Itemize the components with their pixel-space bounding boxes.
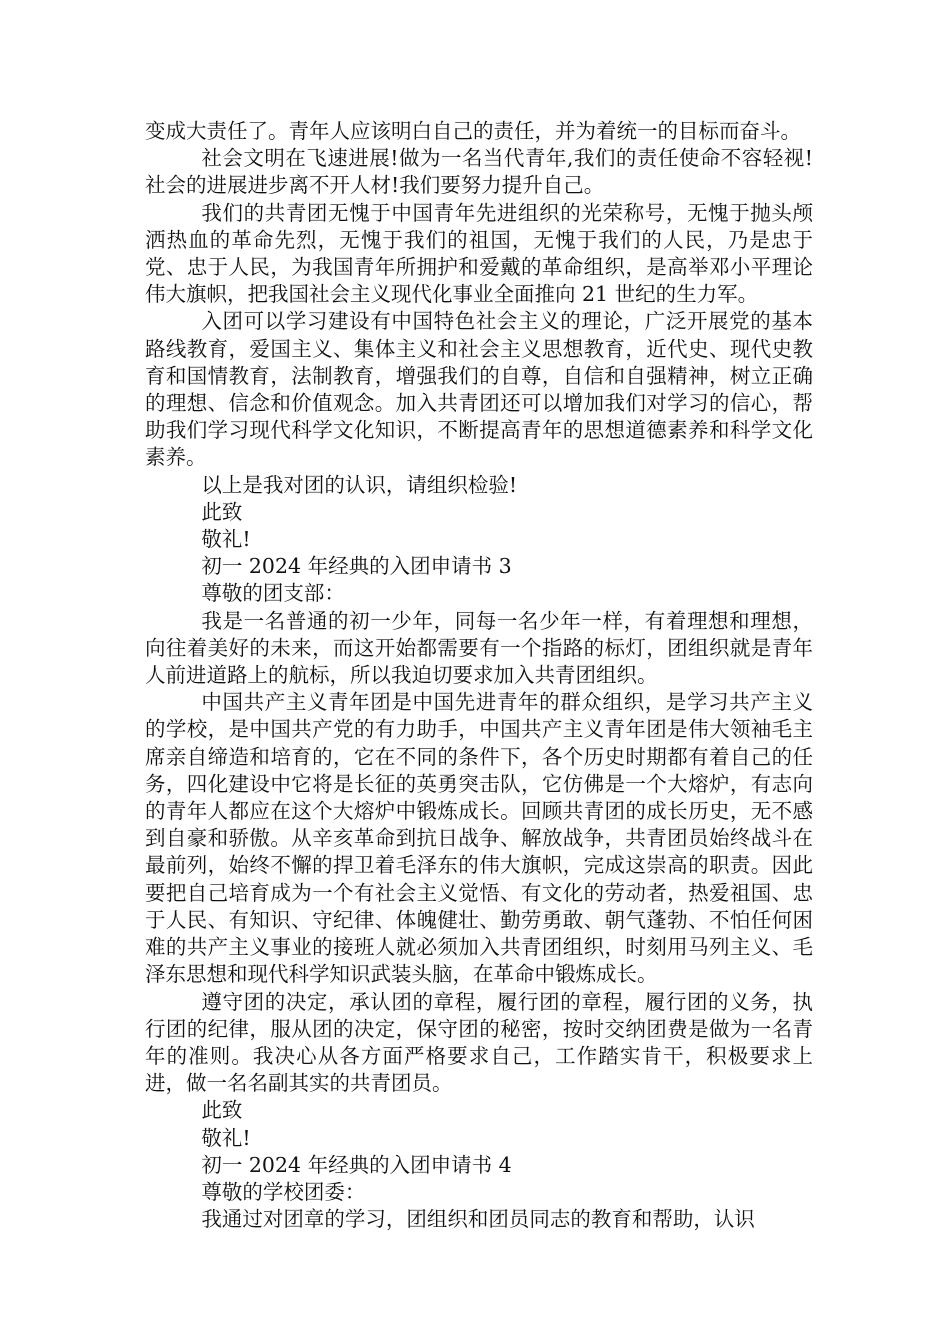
- paragraph-continuation: 变成大责任了。青年人应该明白自己的责任，并为着统一的目标而奋斗。: [145, 119, 801, 143]
- paragraph-joining-benefits: 入团可以学习建设有中国特色社会主义的理论，广泛开展党的基本路线教育，爱国主义、集体主义和社会主义思想教育，近代史、现代史教育和国情教育，法制教育，增强我们的自尊，自信和自强精神，树立正确的理想、信念和价值观念。加入共青团还可以增加我们对学习的信心，帮助我们学习现代科学文化知识，不断提高青年的思想道德素养和科学文化素养。: [145, 309, 813, 470]
- closing-cizhi: 此致: [201, 499, 243, 524]
- closing-cizhi-2: 此致: [201, 1098, 243, 1123]
- section-heading-4: 初一 2024 年经典的入团申请书 4: [201, 1152, 512, 1177]
- section-heading-3: 初一 2024 年经典的入团申请书 3: [201, 554, 512, 579]
- salutation-4: 尊敬的学校团委：: [201, 1179, 366, 1204]
- paragraph-league-honor: 我们的共青团无愧于中国青年先进组织的光荣称号，无愧于抛头颅洒热血的革命先烈，无愧于我们的祖国，无愧于我们的人民，乃是忠于党、忠于人民，为我国青年所拥护和爱戴的革命组织，是高举邓小平理论伟大旗帜，把我国社会主义现代化事业全面推向 21 世纪的生力军。: [145, 200, 813, 307]
- paragraph-league-history: 中国共产主义青年团是中国先进青年的群众组织，是学习共产主义的学校，是中国共产党的有力助手，中国共产主义青年团是伟大领袖毛主席亲自缔造和培育的，它在不同的条件下，各个历史时期都有着自己的任务，四化建设中它将是长征的英勇突击队，它仿佛是一个大熔炉，有志向的青年人都应在这个大熔炉中锻炼成长。回顾共青团的成长历史，无不感到自豪和骄傲。从辛亥革命到抗日战争、解放战争，共青团员始终战斗在最前列，始终不懈的捍卫着毛泽东的伟大旗帜，完成这崇高的职责。因此要把自己培育成为一个有社会主义觉悟、有文化的劳动者，热爱祖国、忠于人民、有知识、守纪律、体魄健壮、勤劳勇敢、朝气蓬勃、不怕任何困难的共产主义事业的接班人就必须加入共青团组织，时刻用马列主义、毛泽东思想和现代科学知识武装头脑，在革命中锻炼成长。: [145, 690, 813, 987]
- closing-jingli-2: 敬礼!: [201, 1125, 251, 1150]
- document-body: [145, 118, 813, 1233]
- closing-jingli: 敬礼!: [201, 527, 251, 552]
- paragraph-social-progress: 社会文明在飞速进展!做为一名当代青年,我们的责任使命不容轻视!社会的进展进步离不开人材!我们要努力提升自己。: [145, 146, 813, 198]
- paragraph-commitment: 遵守团的决定，承认团的章程，履行团的章程，履行团的义务，执行团的纪律，服从团的决定，保守团的秘密，按时交纳团费是做为一名青年的准则。我决心从各方面严格要求自己，工作踏实肯干，积极要求上进，做一名名副其实的共青团员。: [145, 989, 813, 1096]
- paragraph-request-review: 以上是我对团的认识，请组织检验!: [201, 472, 518, 497]
- paragraph-introduction: 我是一名普通的初一少年，同每一名少年一样，有着理想和理想，向往着美好的未来，而这开始都需要有一个指路的标灯，团组织就是青年人前进道路上的航标，所以我迫切要求加入共青团组织。: [145, 608, 813, 688]
- salutation-3: 尊敬的团支部：: [201, 581, 345, 606]
- paragraph-opening-4: 我通过对团章的学习，团组织和团员同志的教育和帮助，认识: [201, 1207, 755, 1232]
